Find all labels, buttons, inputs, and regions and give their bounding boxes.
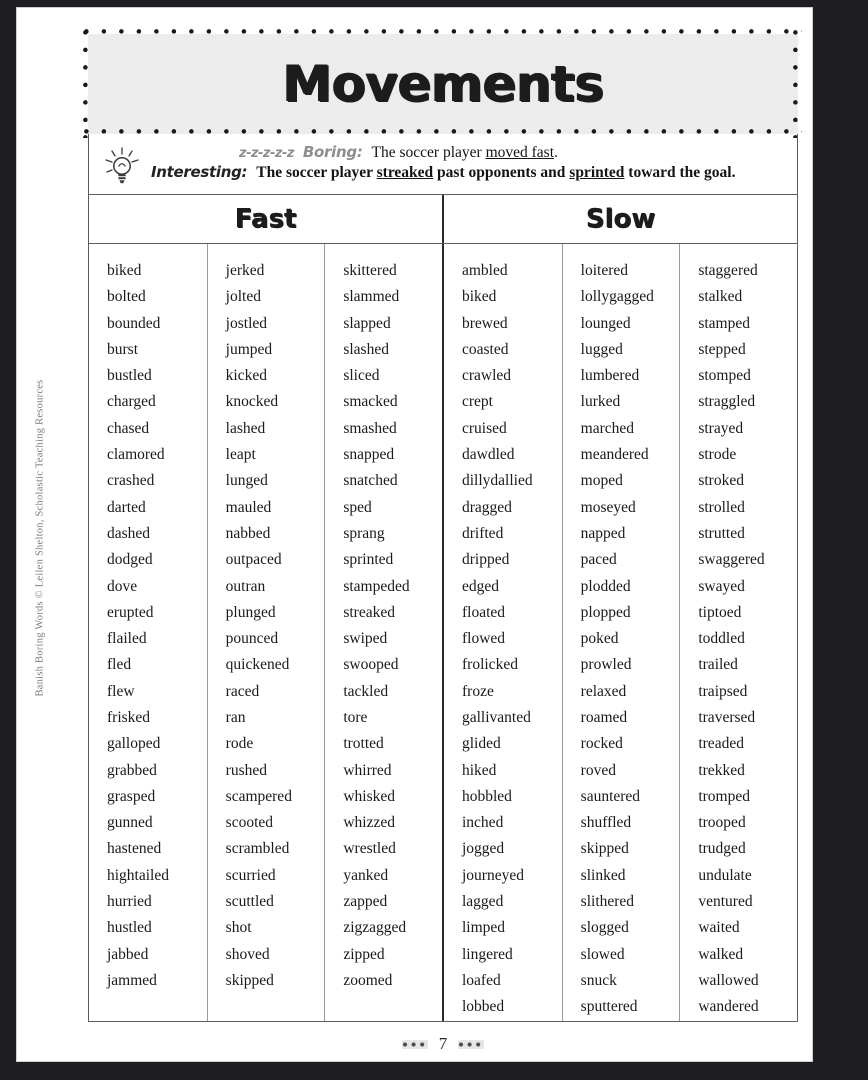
word-item: burst — [107, 340, 138, 358]
word-item: whirred — [343, 761, 392, 779]
word-item: galloped — [107, 735, 161, 753]
word-item: swaggered — [698, 551, 765, 569]
word-item: bounded — [107, 314, 161, 332]
word-item: lugged — [580, 340, 623, 358]
word-item: plodded — [580, 577, 631, 595]
word-item: hobbled — [462, 787, 512, 805]
word-item: whisked — [343, 787, 396, 805]
word-item: skittered — [343, 261, 397, 279]
word-item: traipsed — [698, 682, 748, 700]
word-item: moseyed — [580, 498, 636, 516]
word-item: undulate — [698, 866, 752, 884]
word-item: straggled — [698, 393, 756, 411]
word-item: lumbered — [580, 367, 640, 385]
word-item: knocked — [225, 393, 279, 411]
word-item: toddled — [698, 630, 745, 648]
interesting-mid: past opponents and — [433, 164, 570, 182]
word-item: strolled — [698, 498, 745, 516]
word-item: walked — [698, 945, 744, 963]
page-number: 7 — [438, 1034, 448, 1053]
word-item: tiptoed — [698, 603, 742, 621]
word-item: sputtered — [580, 998, 638, 1016]
word-item: ventured — [698, 893, 753, 911]
word-item: hiked — [462, 761, 497, 779]
word-item: jogged — [462, 840, 505, 858]
word-item: clamored — [107, 446, 165, 464]
zzz-mark: z-z-z-z-z — [239, 146, 294, 161]
word-item: zigzagged — [343, 919, 407, 937]
word-item: dove — [107, 577, 138, 595]
interesting-sentence — [256, 164, 735, 181]
word-item: inched — [462, 814, 504, 832]
word-item: waited — [698, 919, 740, 937]
word-item: bolted — [107, 288, 146, 306]
word-item: sprinted — [343, 551, 394, 569]
word-item: flowed — [462, 630, 506, 648]
word-item: strode — [698, 446, 737, 464]
boring-line — [151, 143, 787, 163]
word-item: lurked — [580, 393, 621, 411]
word-item: jabbed — [107, 945, 149, 963]
word-item: ambled — [462, 261, 508, 279]
interesting-post: toward the goal. — [624, 164, 736, 182]
interesting-word-2: sprinted — [569, 164, 625, 182]
word-item: dragged — [462, 498, 512, 516]
word-item: prowled — [580, 656, 632, 674]
word-item: treaded — [698, 735, 744, 753]
word-item: slammed — [343, 288, 400, 306]
category-header-row — [88, 195, 798, 244]
word-item: froze — [462, 682, 494, 700]
word-item: trotted — [343, 735, 384, 753]
word-item: skipped — [225, 971, 274, 989]
word-item: limped — [462, 919, 506, 937]
word-item: dripped — [462, 551, 510, 569]
word-item: coasted — [462, 340, 509, 358]
word-item: skipped — [580, 840, 629, 858]
word-item: lashed — [225, 419, 266, 437]
word-item: paced — [580, 551, 617, 569]
word-item: loitered — [580, 261, 629, 279]
word-item: shuffled — [580, 814, 632, 832]
word-item: leapt — [225, 446, 256, 464]
word-item: erupted — [107, 603, 154, 621]
boring-sentence-underlined: moved fast — [485, 144, 555, 161]
word-item: jostled — [225, 314, 268, 332]
word-item: crawled — [462, 367, 512, 385]
word-item: wrestled — [343, 840, 396, 858]
word-item: outran — [225, 577, 266, 595]
word-item: rocked — [580, 735, 623, 753]
boring-sentence-pre: The soccer player — [371, 144, 486, 161]
word-item: meandered — [580, 446, 649, 464]
word-item: shoved — [225, 945, 270, 963]
word-item: slinked — [580, 866, 626, 884]
slow-column-3 — [679, 244, 797, 1021]
word-grid — [88, 244, 798, 1022]
word-item: shot — [225, 919, 252, 937]
word-item: cruised — [462, 419, 507, 437]
word-item: roved — [580, 761, 616, 779]
word-item: crashed — [107, 472, 155, 490]
word-item: brewed — [462, 314, 508, 332]
word-item: sprang — [343, 524, 385, 542]
word-item: pounced — [225, 630, 279, 648]
word-item: lobbed — [462, 998, 505, 1016]
fast-column-1 — [89, 244, 207, 1021]
word-item: zoomed — [343, 971, 393, 989]
boring-sentence-post: . — [554, 144, 558, 161]
word-item: lollygagged — [580, 288, 654, 306]
word-item: hustled — [107, 919, 152, 937]
word-item: edged — [462, 577, 500, 595]
word-item: flailed — [107, 630, 147, 648]
dotted-border-right — [793, 30, 803, 138]
word-item: slithered — [580, 893, 635, 911]
word-item: stalked — [698, 288, 743, 306]
word-item: nabbed — [225, 524, 271, 542]
word-item: staggered — [698, 261, 758, 279]
page-footer — [88, 1034, 798, 1054]
word-item: biked — [107, 261, 142, 279]
word-item: biked — [462, 288, 497, 306]
word-item: jolted — [225, 288, 261, 306]
word-item: wandered — [698, 998, 759, 1016]
word-item: scuttled — [225, 893, 274, 911]
word-item: snatched — [343, 472, 398, 490]
word-item: jerked — [225, 261, 265, 279]
copyright-credit — [30, 358, 50, 718]
word-item: gallivanted — [462, 708, 531, 726]
word-item: roamed — [580, 708, 628, 726]
word-item: jumped — [225, 340, 273, 358]
word-item: frolicked — [462, 656, 518, 674]
word-item: sliced — [343, 367, 380, 385]
word-item: gunned — [107, 814, 153, 832]
word-item: lunged — [225, 472, 268, 490]
footer-dots-right — [458, 1040, 484, 1049]
word-item: dawdled — [462, 446, 515, 464]
word-item: tore — [343, 708, 368, 726]
word-item: stamped — [698, 314, 750, 332]
word-item: swiped — [343, 630, 388, 648]
word-item: lounged — [580, 314, 631, 332]
word-item: crept — [462, 393, 493, 411]
word-item: whizzed — [343, 814, 395, 832]
word-item: slashed — [343, 340, 389, 358]
category-header-slow: Slow — [585, 203, 656, 234]
slow-column-2 — [562, 244, 680, 1021]
word-item: grabbed — [107, 761, 157, 779]
word-item: sauntered — [580, 787, 641, 805]
word-item: scooted — [225, 814, 274, 832]
word-item: trooped — [698, 814, 746, 832]
word-item: floated — [462, 603, 506, 621]
word-item: loafed — [462, 971, 501, 989]
word-item: slowed — [580, 945, 625, 963]
word-item: bustled — [107, 367, 152, 385]
word-item: scurried — [225, 866, 276, 884]
interesting-line — [151, 163, 787, 183]
lightbulb-icon — [103, 146, 143, 188]
word-item: dillydallied — [462, 472, 533, 490]
word-item: wallowed — [698, 971, 759, 989]
word-item: tackled — [343, 682, 389, 700]
word-item: napped — [580, 524, 626, 542]
word-item: trekked — [698, 761, 745, 779]
word-item: hurried — [107, 893, 152, 911]
word-item: traversed — [698, 708, 756, 726]
dotted-border-top — [84, 29, 802, 39]
worksheet-page — [17, 8, 812, 1061]
word-item: smacked — [343, 393, 398, 411]
word-item: fled — [107, 656, 132, 674]
fast-word-group — [89, 244, 444, 1021]
footer-dots-left — [402, 1040, 428, 1049]
word-item: swooped — [343, 656, 399, 674]
slow-word-group — [444, 244, 797, 1021]
word-item: raced — [225, 682, 260, 700]
example-callout — [88, 134, 798, 195]
word-item: stepped — [698, 340, 746, 358]
title-banner — [88, 34, 798, 134]
interesting-label: Interesting: — [151, 163, 248, 182]
word-item: trudged — [698, 840, 746, 858]
word-item: ran — [225, 708, 246, 726]
word-item: yanked — [343, 866, 389, 884]
word-item: glided — [462, 735, 501, 753]
word-item: lingered — [462, 945, 513, 963]
page-title: Movements — [282, 55, 604, 113]
word-item: zapped — [343, 893, 388, 911]
word-item: strayed — [698, 419, 744, 437]
word-item: outpaced — [225, 551, 282, 569]
word-item: snuck — [580, 971, 617, 989]
word-item: plopped — [580, 603, 631, 621]
word-item: flew — [107, 682, 135, 700]
word-item: quickened — [225, 656, 290, 674]
word-item: dashed — [107, 524, 151, 542]
fast-column-2 — [207, 244, 325, 1021]
fast-column-3 — [324, 244, 442, 1021]
word-item: grasped — [107, 787, 156, 805]
word-item: streaked — [343, 603, 395, 621]
interesting-word-1: streaked — [376, 164, 434, 182]
boring-sentence — [372, 144, 558, 161]
word-item: plunged — [225, 603, 276, 621]
word-item: snapped — [343, 446, 395, 464]
word-item: slogged — [580, 919, 629, 937]
category-header-fast: Fast — [89, 195, 444, 243]
copyright-credit-text: Banish Boring Words © Leilen Shelton, Scholastic Teaching Resources — [34, 379, 46, 697]
word-item: sped — [343, 498, 372, 516]
dotted-border-left — [83, 30, 93, 138]
word-item: scrambled — [225, 840, 290, 858]
word-item: charged — [107, 393, 156, 411]
word-item: stroked — [698, 472, 744, 490]
boring-label: Boring: — [302, 143, 363, 161]
word-item: strutted — [698, 524, 745, 542]
word-item: tromped — [698, 787, 750, 805]
word-item: stampeded — [343, 577, 410, 595]
word-item: relaxed — [580, 682, 627, 700]
word-item: trailed — [698, 656, 738, 674]
word-item: stomped — [698, 367, 751, 385]
word-item: hightailed — [107, 866, 169, 884]
interesting-pre: The soccer player — [256, 164, 377, 182]
word-item: poked — [580, 630, 619, 648]
word-item: hastened — [107, 840, 162, 858]
word-item: mauled — [225, 498, 272, 516]
word-item: frisked — [107, 708, 151, 726]
word-item: zipped — [343, 945, 385, 963]
word-item: lagged — [462, 893, 504, 911]
word-item: darted — [107, 498, 146, 516]
example-lines — [151, 143, 787, 184]
word-item: smashed — [343, 419, 397, 437]
word-item: swayed — [698, 577, 745, 595]
word-item: drifted — [462, 524, 504, 542]
word-item: kicked — [225, 367, 267, 385]
slow-column-1 — [444, 244, 562, 1021]
word-item: slapped — [343, 314, 391, 332]
word-item: dodged — [107, 551, 153, 569]
word-item: jammed — [107, 971, 157, 989]
worksheet-body — [88, 34, 798, 1022]
word-item: moped — [580, 472, 623, 490]
word-item: scampered — [225, 787, 292, 805]
word-item: journeyed — [462, 866, 524, 884]
word-item: rushed — [225, 761, 267, 779]
word-item: rode — [225, 735, 254, 753]
word-item: marched — [580, 419, 635, 437]
word-item: chased — [107, 419, 150, 437]
